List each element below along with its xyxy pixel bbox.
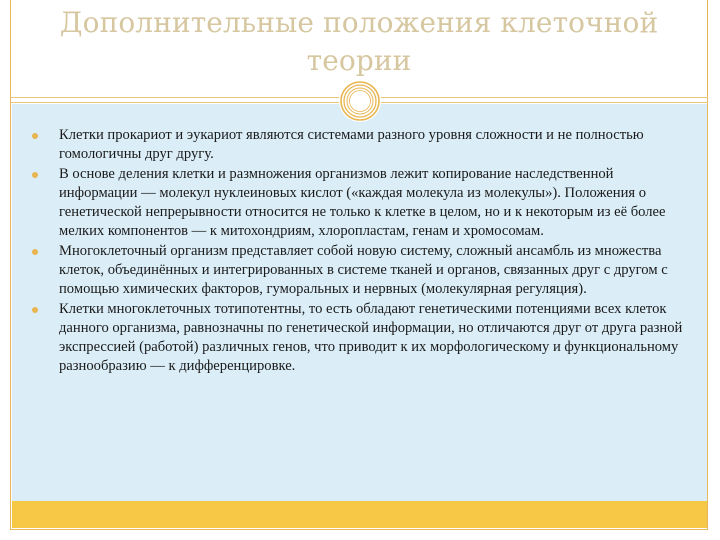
- round-bullet-icon: [32, 249, 38, 255]
- title-line-1: Дополнительные положения клеточной: [59, 6, 659, 39]
- list-item: [44, 300, 685, 376]
- list-item-text: Клетки многоклеточных тотипотентны, то есть обладают генетическими потенциями всех клеток данного организма, равнозначны по генетической информации, но отличаются друг от друга разной экспрессией (работой) различных генов, что приводит к их морфологическому и функциональному разнообразию — к дифференцировке.: [59, 301, 683, 374]
- list-item-text: Клетки прокариот и эукариот являются системами разного уровня сложности и не полностью гомологичны друг другу.: [59, 127, 644, 162]
- concentric-circles-ornament-icon: [338, 79, 382, 123]
- slide-title: [10, 4, 708, 80]
- bullet-list: [44, 126, 685, 376]
- title-line-2: теории: [306, 44, 412, 77]
- list-item: [44, 165, 685, 241]
- list-item-text: В основе деления клетки и размножения организмов лежит копирование наследственной информации — молекул нуклеиновых кислот («каждая молекула из молекулы»). Положения о генетической непрерывности относится не только к клетке в целом, но и к некоторым из её более мелких компонентов — к митохондриям, хлоропластам, генам и хромосомам.: [59, 166, 666, 239]
- round-bullet-icon: [32, 172, 38, 178]
- round-bullet-icon: [32, 133, 38, 139]
- content-panel: [12, 104, 707, 501]
- list-item: [44, 126, 685, 164]
- list-item-text: Многоклеточный организм представляет собой новую систему, сложный ансамбль из множества клеток, объединённых и интегрированных в системе тканей и органов, связанных друг с другом с помощью химических факторов, гуморальных и нервных (молекулярная регуляция).: [59, 243, 668, 297]
- footer-band: [12, 501, 707, 528]
- list-item: [44, 242, 685, 299]
- round-bullet-icon: [32, 307, 38, 313]
